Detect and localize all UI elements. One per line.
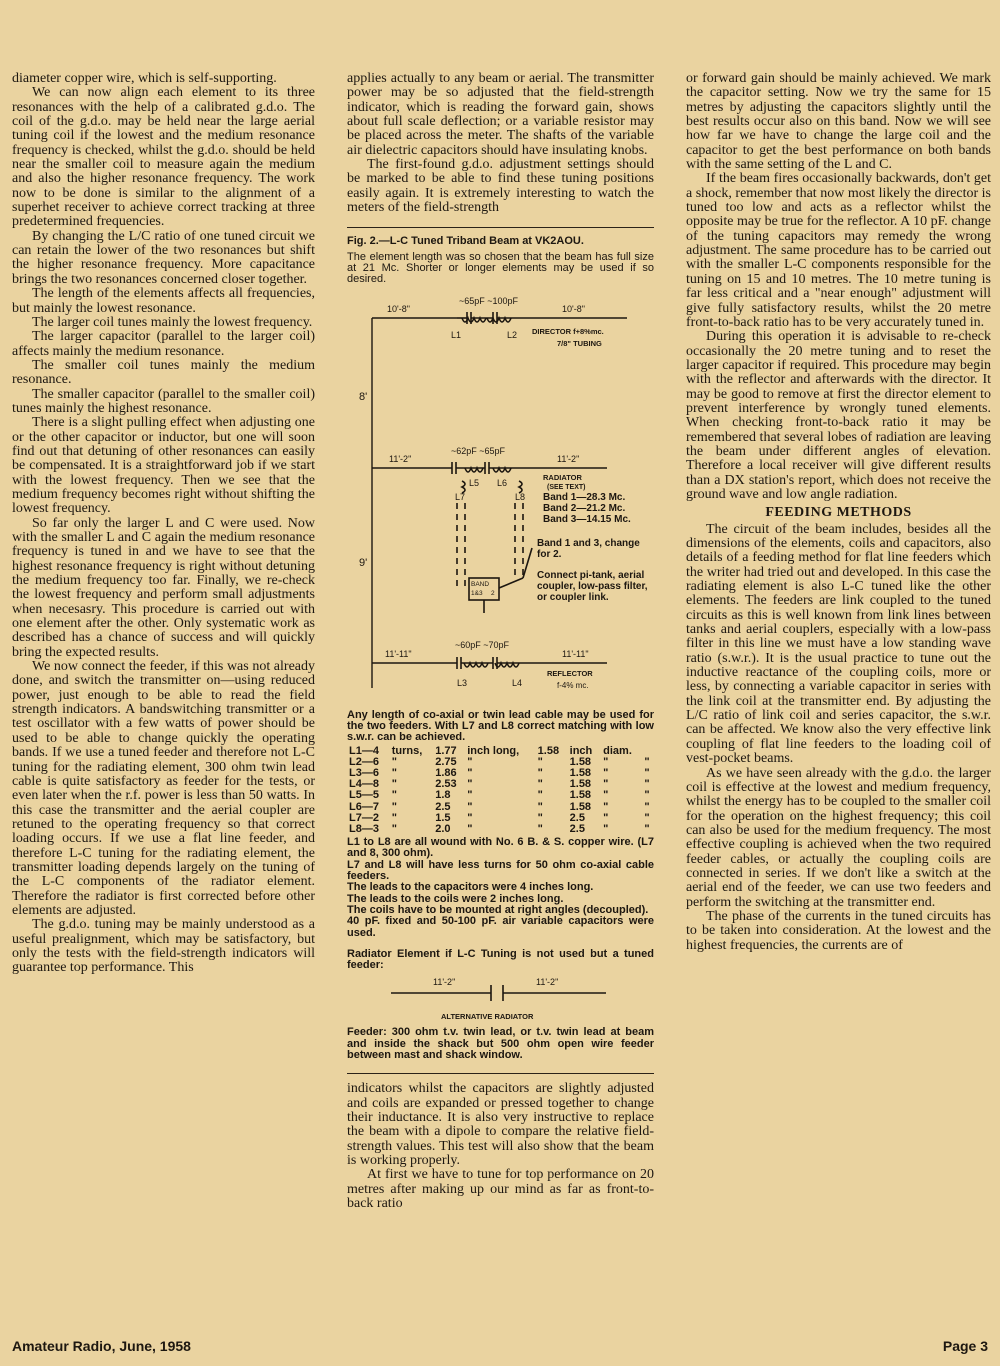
paragraph: The smaller coil tunes mainly the medium resonance. — [12, 357, 315, 388]
switch-pos-1-3: 1&3 — [471, 589, 483, 597]
leads-coils-note: The leads to the coils were 2 inches long. — [347, 892, 564, 905]
tubing-label: 7/8" TUBING — [557, 338, 602, 348]
coil-label-l2: L2 — [507, 329, 518, 340]
coil-cell: " — [537, 789, 543, 802]
paragraph: At first we have to tune for top performance on 20 metres after making up our mind as far as front-to-back ratio — [347, 1167, 654, 1212]
coil-cell: " — [644, 778, 650, 791]
coil-cell: " — [644, 822, 650, 835]
coil-cell: 2.5 — [569, 811, 585, 824]
coil-cell: " — [391, 789, 397, 802]
reflector-label: REFLECTOR — [547, 668, 593, 678]
coil-cell: 1.58 — [569, 766, 592, 779]
coil-label-l8: L8 — [515, 491, 526, 502]
coil-cell: L1—4 — [349, 744, 379, 757]
coil-cell: L7—2 — [349, 811, 379, 824]
coil-cell: " — [391, 811, 397, 824]
coil-cell: L5—5 — [349, 789, 379, 802]
feeder-note: Feeder: 300 ohm t.v. twin lead, or t.v. twin lead at beam and inside the shack but 500 ohm open wire feeder between mast and shack window. — [347, 1026, 654, 1061]
column-1 — [12, 72, 315, 1306]
director-right-length: 10'-8" — [562, 303, 585, 314]
figure-caption: Fig. 2.—L-C Tuned Triband Beam at VK2AOU. — [347, 235, 584, 248]
coil-cell: " — [391, 778, 397, 791]
paragraph: There is a slight pulling effect when adjusting one or the other capacitor or inductor, but one will soon find out that detuning of other resonances can easily be compensated. It is a straightforward job if we start with the lowest frequency. Then we see that the medium frequency becomes right without shifting the lowest frequency. — [12, 415, 315, 517]
radiator-left-length: 11'-2" — [389, 453, 412, 464]
radiator-capacitors: ~62pF ~65pF — [451, 445, 506, 456]
paragraph: So far only the larger L and C were used. Now with the smaller L and C again the medium resonance frequency is tuned in and we have to see that the highest resonance frequency is right without detuning the medium frequency too far. Finally, we re-check the lowest frequency and perform small adjustments when necesasry. This procedure is carried out with one element after the other. Only systematic work as described has a chance of success and will quickly bring the expected results. — [12, 515, 315, 660]
paragraph: We can now align each element to its three resonances with the help of a calibrated g.d.o. The coil of the g.d.o. may be held near the large aerial tuning coil if the lowest and the medium resonance frequency is checked, whilst the g.d.o. should be held near the smaller coil to measure again the medium and also the higher resonance frequency. The work now to be done is similar to the alignment of a superhet receiver to achieve correct tracking at three predetermined frequencies. — [12, 85, 315, 230]
coil-cell: diam. — [603, 744, 632, 757]
column-3 — [686, 72, 991, 1306]
coil-cell: 1.58 — [569, 755, 592, 768]
capacitors-note: 40 pF. fixed and 50-100 pF. air variable capacitors were used. — [347, 915, 654, 939]
director-capacitors: ~65pF ~100pF — [459, 295, 519, 306]
paragraph: If the beam fires occasionally backwards, don't get a shock, remember that now most likely the director is tuned too low and acts as a reflector whilst the opposite may be true for the reflector. A 10 pF. change of the tuning capacitors may remedy the wrong adjustment. The same procedure has to be carried out with the smaller L-C components responsible for the tuning on 15 and 10 metres. The 10 metre tuning is far less critical and a "near enough" adjustment will give fully satisfactory results, whilst the 20 metre front-to-back ratio has to be very accurately tuned in. — [686, 171, 991, 330]
alt-right-length: 11'-2" — [535, 977, 558, 988]
coil-cell: " — [603, 822, 609, 835]
alt-radiator-title: Radiator Element if L-C Tuning is not used but a tuned feeder: — [347, 947, 654, 972]
switch-note: Band 1 and 3, change for 2. — [537, 537, 640, 560]
paragraph: We now connect the feeder, if this was not already done, and switch the transmitter on—using reduced power, just enough to be able to read the field strength indicators. A bandswitching transmitter or a test oscillator with a few watts of power should be used to be able to change quickly the operating bands. If we use a tuned feeder and therefore not L-C tuning for the radiating element, 300 ohm twin lead cable is quite satisfactory as feeder for the tests, or even later when the r.f. power is less than 50 watts. In this case the transmitter and the aerial coupler are retuned to the operating frequency so that correct loading occurs. If we use a flat line feeder, and therefore L-C tuning for the radiating element, the transmitter loading depends largely on the tuning of the L-C components of the radiator element. Therefore the radiator is first corrected before other elements are adjusted. — [12, 659, 315, 918]
coil-cell: " — [644, 800, 650, 813]
page-number: Page 3 — [942, 1338, 988, 1354]
coil-cell: " — [467, 766, 473, 779]
coil-cell: " — [467, 755, 473, 768]
paragraph: The length of the elements affects all frequencies, but mainly the lowest resonance. — [12, 286, 315, 316]
switch-pos-2: 2 — [491, 589, 495, 597]
wound-note: L1 to L8 are all wound with No. 6 B. & S. copper wire. (L7 and 8, 300 ohm). — [347, 836, 654, 860]
coil-cell: " — [537, 755, 543, 768]
coil-cell: 1.58 — [569, 800, 592, 813]
coil-label-l3: L3 — [457, 677, 468, 688]
coil-cell: " — [467, 800, 473, 813]
divider — [347, 1073, 654, 1074]
coil-cell: " — [537, 800, 543, 813]
coil-cell: 1.5 — [435, 811, 451, 824]
coil-cell: turns, — [391, 744, 423, 757]
beam-schematic — [347, 288, 654, 708]
coil-label-l5: L5 — [469, 477, 480, 488]
coil-cell: " — [603, 800, 609, 813]
paragraph: applies actually to any beam or aerial. The transmitter power may be so adjusted that the field-strength indicator, which is reading the forward gain, shows about full scale deflection; or a variable resistor may be placed across the meter. The shafts of the variable air dielectric capacitors should have insulating knobs. — [347, 72, 654, 158]
coil-row — [347, 824, 654, 835]
band-3-label: Band 3—14.15 Mc. — [543, 513, 631, 525]
director-left-length: 10'-8" — [387, 303, 410, 314]
paragraph: As we have seen already with the g.d.o. the larger coil is effective at the lowest and medium frequency, whilst the energy has to be coupled to the smaller coil for the operation on the highest frequency; this coil can also be used for the medium frequency. The most effective coupling is achieved when the two required feeder cables, or actually the coupling coils are connected in series. If we don't like a switch at the aerial end of the feeder, we can use two feeders and perform the switching at the transmitter end. — [686, 765, 991, 910]
coil-cell: 2.5 — [435, 800, 451, 813]
paragraph: The g.d.o. tuning may be mainly understood as a useful prealignment, which may be satisfactory, but only the tests with the field-strength indicators will guarantee top performance. This — [12, 917, 315, 976]
coil-cell: 2.0 — [435, 822, 451, 835]
coil-cell: L8—3 — [349, 822, 379, 835]
coil-cell: " — [537, 778, 543, 791]
coil-cell: " — [467, 778, 473, 791]
coil-cell: " — [467, 822, 473, 835]
coil-cell: " — [603, 811, 609, 824]
coil-cell: " — [391, 800, 397, 813]
coil-cell: " — [391, 755, 397, 768]
paragraph: The first-found g.d.o. adjustment settings should be marked to be able to find these tuning positions easily again. It is extremely interesting to watch the meters of the field-strength — [347, 157, 654, 216]
radiator-label: RADIATOR — [543, 472, 582, 482]
coil-cell: L4—8 — [349, 778, 379, 791]
figure-intro: The element length was so chosen that the beam has full size at 21 Mc. Shorter or longer elements may be used if so desired. — [347, 250, 654, 286]
coil-cell: " — [391, 766, 397, 779]
coil-label-l6: L6 — [497, 477, 508, 488]
paragraph: The circuit of the beam includes, besides all the dimensions of the elements, coils and capacitors, also details of a feeding method for flat line feeders which the writer had tried out and developed. In this case the radiating element is also L-C tuned like the other elements. The feeders are link coupled to the tuned circuits as this is well known from link lines between tanks and aerial couplers, especially with a low-pass filter in this line we must have a low standing wave ratio (s.w.r.). It is the usual practice to tune out the inductive reactance of the coupling coils, more or less, by connecting a variable capacitor in series with the link coil at the transmitter end. By adjusting the L/C ratio of link coil and series capacitor, the s.w.r. can be affected. We know also the very effective link coupling of flat line feeders to the loading coil of vest-pocket beams. — [686, 521, 991, 767]
coil-cell: 2.75 — [435, 755, 457, 768]
reflector-left-length: 11'-11" — [385, 648, 412, 659]
coil-cell: 1.58 — [537, 744, 560, 757]
coil-cell: L3—6 — [349, 766, 379, 779]
spacing-director: 8' — [359, 390, 368, 403]
alternative-radiator-diagram — [371, 973, 631, 1025]
coil-cell: " — [644, 766, 650, 779]
band-2-label: Band 2—21.2 Mc. — [543, 502, 626, 514]
coil-cell: " — [644, 789, 650, 802]
coil-cell: " — [391, 822, 397, 835]
radiator-right-length: 11'-2" — [557, 453, 580, 464]
coil-cell: inch — [569, 744, 593, 757]
paragraph: The smaller capacitor (parallel to the smaller coil) tunes mainly the highest resonance. — [12, 386, 315, 416]
coil-row — [347, 790, 654, 801]
section-heading: FEEDING METHODS — [765, 505, 912, 521]
coil-cell: " — [644, 755, 650, 768]
alt-radiator-label: ALTERNATIVE RADIATOR — [440, 1012, 533, 1022]
coil-cell: 1.58 — [569, 789, 592, 802]
coil-cell: 1.77 — [435, 744, 457, 757]
coil-cell: 1.8 — [435, 789, 451, 802]
spacing-reflector: 9' — [359, 556, 368, 569]
coil-cell: " — [603, 766, 609, 779]
coil-cell: 2.5 — [569, 822, 585, 835]
coil-cell: " — [603, 789, 609, 802]
paragraph: By changing the L/C ratio of one tuned circuit we can retain the lower of the two resonances but shift the higher resonance frequency. More capacitance brings the two resonances concerned closer together. — [12, 228, 315, 287]
paragraph: The larger coil tunes mainly the lowest frequency. — [32, 314, 313, 330]
l7-l8-note: L7 and L8 will have less turns for 50 ohm co-axial cable feeders. — [347, 858, 654, 883]
coil-label-l7: L7 — [455, 491, 466, 502]
director-label: DIRECTOR f+8%mc. — [532, 326, 604, 336]
reflector-capacitors: ~60pF ~70pF — [455, 639, 510, 650]
coil-table — [347, 746, 654, 836]
coil-cell: " — [603, 755, 609, 768]
connect-note: Connect pi-tank, aerial coupler, low-pass filter, or coupler link. — [537, 569, 648, 603]
figure-2 — [347, 236, 654, 1061]
see-text-label: (SEE TEXT) — [547, 483, 586, 491]
coil-cell: 1.86 — [435, 766, 457, 779]
band-1-label: Band 1—28.3 Mc. — [543, 491, 626, 503]
paragraph: During this operation it is advisable to re-check occasionally the 20 metre tuning and to reset the larger capacitor if required. This procedure may begin with the reflector and afterwards with the director. It may be good to remove at first the director element to prevent interference by wrongly tuned elements. When checking front-to-back ratio it may be remembered that several lobes of radiation are leaving the beam under different angles of elevation. Therefore a local receiver will give different results than a DX station's report, which does not receive the ground wave and low angle radiation. — [686, 329, 991, 502]
footer-publication: Amateur Radio, June, 1958 — [12, 1338, 191, 1354]
coil-label-l4: L4 — [512, 677, 523, 688]
reflector-right-length: 11'-11" — [562, 648, 589, 659]
paragraph: or forward gain should be mainly achieved. We mark the capacitor setting. Now we try the same for 15 metres by adjusting the capacitors slightly until the best results occur also on this band. Now we will see how far we have to change the large coil and the capacitor to get the best performance on both bands with the same setting of the L and C. — [686, 72, 991, 173]
paragraph: diameter copper wire, which is self-supporting. — [12, 72, 277, 86]
page-footer — [12, 1338, 988, 1354]
coil-cell: L6—7 — [349, 800, 379, 813]
mounting-note: The coils have to be mounted at right angles (decoupled). — [347, 903, 649, 916]
column-2 — [347, 72, 654, 1306]
coil-cell: " — [537, 766, 543, 779]
coil-cell: L2—6 — [349, 755, 379, 768]
coil-cell: 1.58 — [569, 778, 592, 791]
alt-left-length: 11'-2" — [432, 977, 455, 988]
reflector-frequency: f-4% mc. — [557, 680, 589, 690]
paragraph: The larger capacitor (parallel to the larger coil) affects mainly the medium resonance. — [12, 329, 315, 359]
coil-cell: " — [603, 778, 609, 791]
coil-cell: " — [537, 811, 543, 824]
leads-capacitors-note: The leads to the capacitors were 4 inches long. — [347, 881, 594, 894]
coil-cell: " — [537, 822, 543, 835]
coil-cell: " — [467, 789, 473, 802]
coil-cell: inch long, — [467, 744, 520, 757]
coil-cell: " — [644, 811, 650, 824]
cable-note: Any length of co-axial or twin lead cable may be used for the two feeders. With L7 and L8 correct matching with low s.w.r. can be achieved. — [347, 708, 654, 744]
paragraph: indicators whilst the capacitors are slightly adjusted and coils are expanded or pressed together to change their inductance. It is also very instructive to replace the beam with a dipole to compare the relative field-strength values. This test will also show that the beam is working properly. — [347, 1081, 654, 1169]
switch-label: BAND — [471, 580, 490, 588]
coil-cell: " — [467, 811, 473, 824]
coil-cell: 2.53 — [435, 778, 457, 791]
divider — [347, 227, 654, 228]
paragraph: The phase of the currents in the tuned circuits has to be taken into consideration. At the lowest and the highest frequencies, the currents are of — [686, 908, 991, 953]
coil-label-l1: L1 — [451, 329, 462, 340]
